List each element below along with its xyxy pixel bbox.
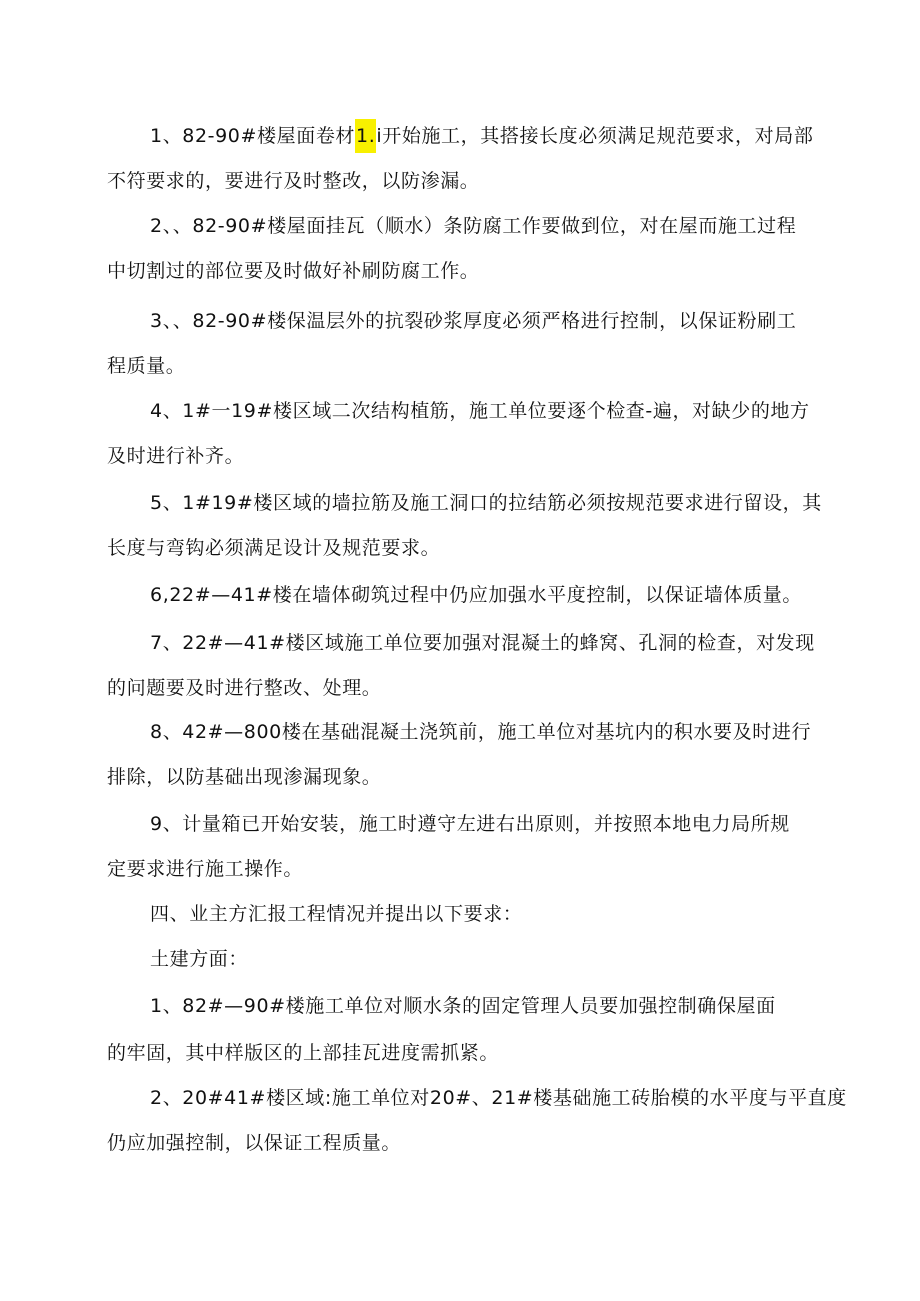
paragraph-1-text-b: i开始施工，其搭接长度必须满足规范要求，对局部 [376,125,814,147]
paragraph-6-line-1: 6,22#—41#楼在墙体砌筑过程中仍应加强水平度控制，以保证墙体质量。 [150,584,802,606]
paragraph-8-line-1: 8、42#—800楼在基础混凝土浇筑前，施工单位对基坑内的积水要及时进行 [150,721,812,743]
paragraph-7-line-2: 的问题要及时进行整改、处理。 [107,677,382,699]
paragraph-1-text-a: 1、82-90#楼屋面卷材 [150,125,356,147]
paragraph-9-line-1: 9、计量箱已开始安装，施工时遵守左进右出原则，并按照本地电力局所规 [150,813,790,835]
paragraph-8-line-2: 排除，以防基础出现渗漏现象。 [107,766,382,788]
section-heading: 四、业主方汇报工程情况并提出以下要求： [150,903,523,925]
paragraph-5-line-2: 长度与弯钩必须满足设计及规范要求。 [107,537,441,559]
paragraph-2-line-1: 2、、82-90#楼屋面挂瓦（顺水）条防腐工作要做到位，对在屋而施工过程 [150,215,797,237]
highlighted-text: 1. [355,119,376,153]
subsection-heading: 土建方面： [150,948,249,970]
paragraph-9-line-2: 定要求进行施工操作。 [107,858,304,880]
paragraph-4-line-2: 及时进行补齐。 [107,445,245,467]
paragraph-13-line-2: 仍应加强控制，以保证工程质量。 [107,1132,402,1154]
paragraph-12-line-2: 的牢固，其中样版区的上部挂瓦进度需抓紧。 [107,1042,500,1064]
paragraph-1-line-1 [150,123,813,149]
paragraph-3-line-2: 程质量。 [107,355,186,377]
paragraph-1-line-2: 不符要求的，要进行及时整改，以防渗漏。 [107,170,480,192]
paragraph-5-line-1: 5、1#19#楼区域的墙拉筋及施工洞口的拉结筋必须按规范要求进行留设，其 [150,492,822,514]
paragraph-3-line-1: 3、、82-90#楼保温层外的抗裂砂浆厚度必须严格进行控制，以保证粉刷工 [150,310,797,332]
paragraph-7-line-1: 7、22#—41#楼区域施工单位要加强对混凝土的蜂窝、孔洞的检查，对发现 [150,632,815,654]
paragraph-4-line-1: 4、1#一19#楼区域二次结构植筋，施工单位要逐个检查-遍，对缺少的地方 [150,400,810,422]
paragraph-2-line-2: 中切割过的部位要及时做好补刷防腐工作。 [107,260,480,282]
paragraph-13-line-1: 2、20#41#楼区域:施工单位对20#、21#楼基础施工砖胎模的水平度与平直度 [150,1087,847,1109]
paragraph-12-line-1: 1、82#—90#楼施工单位对顺水条的固定管理人员要加强控制确保屋面 [150,995,776,1017]
